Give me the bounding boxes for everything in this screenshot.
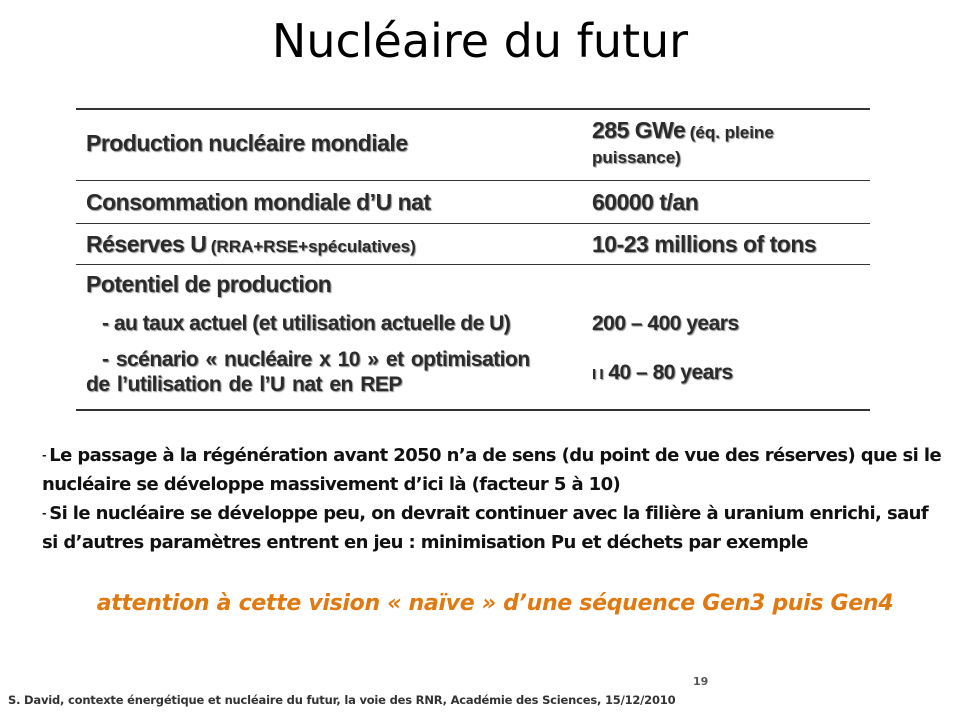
potential-sub1-label: - au taux actuel (et utilisation actuelle de U) [102, 312, 511, 335]
table-row-reserves [76, 224, 870, 265]
production-value-main: 285 GWe [592, 117, 686, 143]
table-row-production [76, 110, 870, 181]
reserves-label-main: Réserves U [86, 231, 207, 257]
reserves-label [86, 231, 416, 258]
production-value [592, 118, 774, 171]
consumption-value: 60000 t/an [592, 189, 699, 215]
table-row-consumption [76, 181, 870, 224]
footer-citation: S. David, contexte énergétique et nucléaire du futur, la voie des RNR, Académie des Sciences, 15/12/2010 [8, 693, 676, 707]
bullet2-line-a: Si le nucléaire se développe peu, on devrait continuer avec la filière à uranium enrichi, sauf [49, 503, 929, 524]
production-label: Production nucléaire mondiale [86, 130, 408, 156]
potential-sub2-value-text: 40 – 80 years [608, 361, 733, 384]
potential-sub2-value [592, 361, 733, 385]
bullet-paragraph-1: - Le passage à la régénération avant 2050 n’a de sens (du point de vue des réserves) que si le nucléaire se développe massivement d’ici là (facteur 5 à 10) [42, 445, 942, 495]
potential-sub1-value: 200 – 400 years [592, 312, 739, 335]
potential-label: Potentiel de production [86, 271, 332, 297]
potential-sub1-text: au taux actuel (et utilisation actuelle de U) [113, 312, 511, 335]
warning-text: attention à cette vision « naïve » d’une séquence Gen3 puis Gen4 [96, 591, 894, 616]
bullet-paragraph-2: - Si le nucléaire se développe peu, on devrait continuer avec la filière à uranium enrichi, sauf si d’autres paramètres entrent en jeu : minimisation Pu et déchets par exemple [42, 503, 929, 553]
potential-sub2-prefix: I I [592, 366, 604, 383]
production-value-note-b: puissance) [592, 148, 681, 167]
table-row-potential [76, 265, 870, 409]
slide-title: Nucléaire du futur [271, 14, 689, 68]
bullet1-line-b: nucléaire se développe massivement d’ici là (facteur 5 à 10) [42, 474, 621, 495]
potential-sub2-label: - scénario « nucléaire x 10 » et optimisation de l’utilisation de l’U nat en REP [86, 348, 530, 396]
consumption-label: Consommation mondiale d’U nat [86, 189, 431, 215]
page-number: 19 [693, 675, 709, 688]
data-table [76, 108, 870, 411]
potential-sub2-text-a: scénario « nucléaire x 10 » et optimisation [115, 348, 530, 371]
bullet1-line-a: Le passage à la régénération avant 2050 n’a de sens (du point de vue des réserves) que si le [49, 445, 942, 466]
reserves-value: 10-23 millions of tons [592, 231, 817, 257]
reserves-label-note: (RRA+RSE+spéculatives) [210, 237, 416, 256]
bullet2-line-b: si d’autres paramètres entrent en jeu : minimisation Pu et déchets par exemple [42, 532, 808, 553]
potential-sub2-text-b: de l’utilisation de l’U nat en REP [86, 373, 402, 396]
production-value-note-a: (éq. pleine [689, 123, 774, 142]
